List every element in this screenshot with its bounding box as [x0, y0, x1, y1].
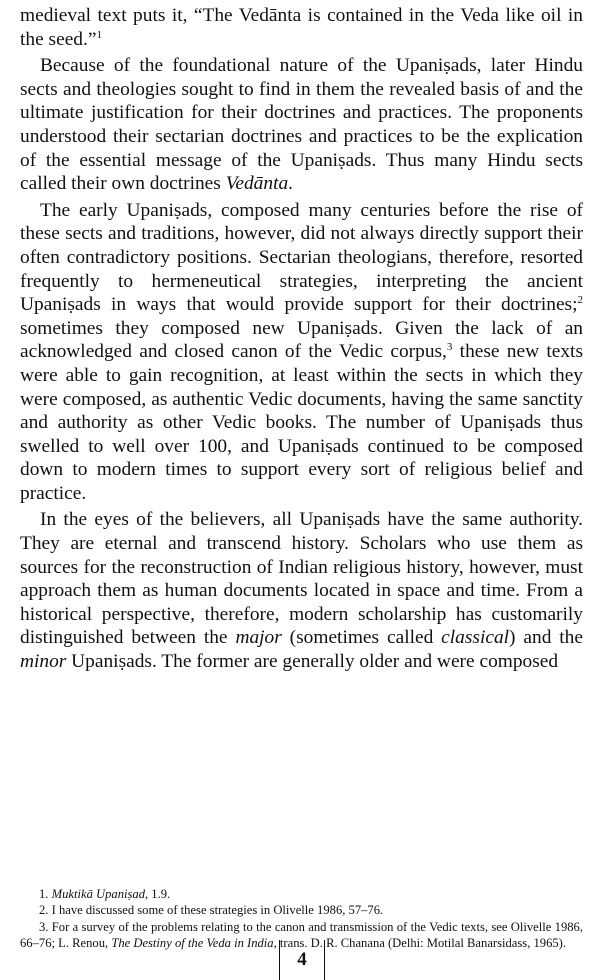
paragraph-text: medieval text puts it, “The Vedānta is contained in the Veda like oil in the seed.” — [20, 5, 583, 50]
page-number: 4 — [279, 940, 325, 980]
footnote-number: 1. — [39, 887, 49, 901]
emphasis-minor: minor — [20, 651, 67, 673]
footnote-title: The Destiny of the Veda in India — [111, 936, 274, 951]
emphasis-major: major — [235, 627, 282, 649]
paragraph-early-upanisads — [20, 199, 583, 506]
footnote-1 — [20, 886, 583, 902]
paragraph-text: In the eyes of the believers, all Upaniṣads have the same authority. They are eternal and transcend history. Scholars who use them as sources for the reconstruction of Indian religious history, however, must approach them as human documents located in space and time. From a historical perspective, therefore, modern scholarship has customarily distinguished between the — [20, 509, 583, 649]
emphasis-classical: classical — [441, 627, 510, 649]
footnote-ref-3: 3 — [446, 341, 453, 354]
footnote-text: For a survey of the problems relating to the canon and transmission of the Vedic texts, see Olivelle 1986, 66–76; L. Renou, — [20, 919, 583, 951]
body-text — [20, 4, 583, 674]
paragraph-text: Because of the foundational nature of the Upaniṣads, later Hindu sects and theologies sought to find in them the revealed basis of and the ultimate justification for their doctrines and practices. The proponents understood their sectarian doctrines and practices to be the explication of the essential message of the Upaniṣads. Thus many Hindu sects called their own doctrines — [20, 55, 583, 195]
footnote-text: , trans. D. R. Chanana (Delhi: Motilal Banarsidass, 1965). — [273, 936, 567, 951]
emphasis-vedanta: Vedānta — [225, 173, 289, 195]
paragraph-continued — [20, 4, 583, 51]
paragraph-believers — [20, 508, 583, 673]
footnote-ref-2: 2 — [577, 294, 583, 307]
paragraph-text: Upaniṣads. The former are generally older and were composed — [66, 651, 559, 673]
footnote-text: I have discussed some of these strategies in Olivelle 1986, 57–76. — [48, 903, 384, 918]
footnote-title: Muktikā Upaniṣad, — [51, 887, 149, 901]
footnote-number: 3. — [39, 919, 49, 934]
footnote-ref-1: 1 — [96, 28, 102, 41]
paragraph-text: The early Upaniṣads, composed many centuries before the rise of these sects and traditions, however, did not always directly support their often contradictory positions. Sectarian theologians, therefore, resorted frequently to hermeneutical strategies, interpreting the ancient Upaniṣads in ways that would provide support for their doctrines; — [20, 199, 583, 316]
paragraph-text: ) and the — [509, 627, 583, 649]
paragraph-text: these new texts were able to gain recognition, at least within the sects in which they were composed, as authentic Vedic documents, having the same sanctity and authority as other Vedic books. The number of Upaniṣads thus swelled to well over 100, and Upaniṣads continued to be composed down to modern times to support every sort of religious belief and practice. — [20, 341, 583, 504]
footnote-text: 1.9. — [148, 887, 171, 901]
footnote-number: 2. — [39, 903, 49, 918]
paragraph-foundational — [20, 54, 583, 196]
footnote-2 — [20, 902, 583, 918]
paragraph-text: . — [288, 173, 294, 195]
paragraph-text: sometimes they composed new Upaniṣads. Given the lack of an acknowledged and closed canon of the Vedic corpus, — [20, 317, 583, 363]
paragraph-text: (sometimes called — [281, 627, 442, 649]
